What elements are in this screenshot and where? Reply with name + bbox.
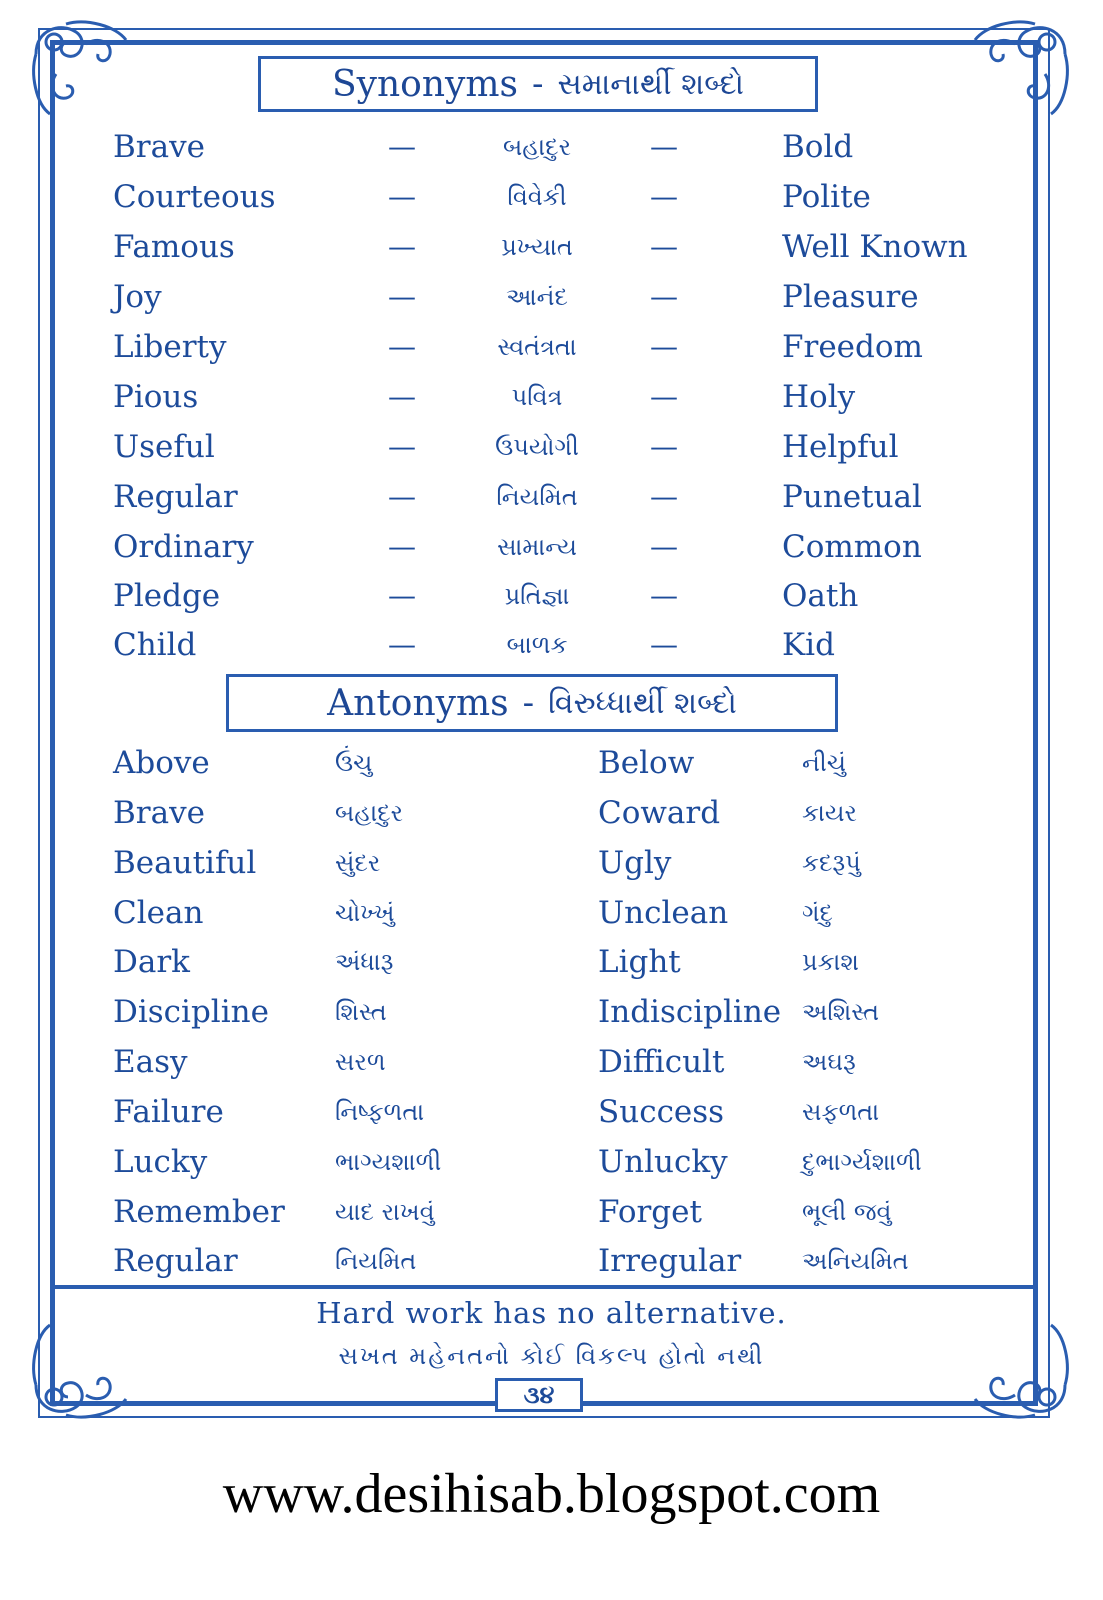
antonym-row (0, 987, 1103, 1037)
antonym-word-gujarati: અંધારૂ (335, 948, 394, 976)
antonym-opposite-gujarati: નીચું (802, 749, 846, 777)
synonym-row (0, 322, 1103, 372)
corner-ornament-icon (26, 14, 136, 124)
synonym-equivalent: Bold (782, 129, 854, 165)
motto-english: Hard work has no alternative. (316, 1296, 787, 1330)
antonym-opposite: Indiscipline (598, 994, 782, 1030)
synonym-gujarati: પવિત્ર (511, 383, 563, 411)
synonyms-title-separator: - (531, 64, 544, 104)
synonym-row (0, 522, 1103, 572)
synonym-word: Pledge (113, 578, 221, 614)
synonym-gujarati: ઉપયોગી (495, 433, 579, 461)
synonym-gujarati: પ્રતિજ્ઞા (504, 582, 570, 610)
dash: — (388, 330, 416, 363)
synonym-equivalent: Helpful (782, 429, 899, 465)
antonym-opposite: Light (598, 944, 681, 980)
antonym-word-gujarati: બહાદુર (335, 799, 404, 827)
dash: — (650, 530, 678, 563)
synonym-equivalent: Oath (782, 578, 859, 614)
antonym-opposite: Difficult (598, 1044, 725, 1080)
antonyms-title-en: Antonyms (327, 682, 509, 724)
synonym-gujarati: બહાદુર (502, 133, 572, 161)
dash: — (650, 579, 678, 612)
synonym-word: Useful (113, 429, 215, 465)
synonyms-title-en: Synonyms (331, 63, 518, 105)
antonym-opposite: Unlucky (598, 1144, 728, 1180)
antonym-opposite: Unclean (598, 895, 729, 931)
dash: — (388, 430, 416, 463)
antonym-row (0, 1087, 1103, 1137)
antonym-word: Brave (113, 795, 205, 831)
dash: — (650, 180, 678, 213)
motto-gujarati: સખત મહેનતનો કોઈ વિકલ્પ હોતો નથી (338, 1342, 765, 1370)
antonym-opposite: Forget (598, 1194, 702, 1230)
dash: — (388, 579, 416, 612)
antonym-row (0, 1037, 1103, 1087)
synonym-word: Famous (113, 229, 235, 265)
antonym-row (0, 738, 1103, 788)
antonym-word-gujarati: ચોખ્ખું (335, 899, 395, 927)
dash: — (650, 330, 678, 363)
synonyms-title-gu: સમાનાર્થી શબ્દો (557, 66, 745, 102)
antonym-opposite-gujarati: પ્રકાશ (802, 948, 859, 976)
synonym-row (0, 222, 1103, 272)
synonym-row (0, 172, 1103, 222)
antonym-opposite-gujarati: અશિસ્ત (802, 998, 880, 1026)
synonym-word: Joy (113, 279, 162, 315)
antonym-row (0, 888, 1103, 938)
synonym-row (0, 372, 1103, 422)
antonym-opposite-gujarati: ભૂલી જવું (802, 1198, 892, 1226)
antonym-word-gujarati: નિયમિત (335, 1247, 417, 1275)
synonym-gujarati: સ્વતંત્રતા (497, 333, 577, 361)
antonym-word-gujarati: ભાગ્યશાળી (335, 1148, 442, 1176)
synonym-gujarati: સામાન્ય (497, 533, 577, 561)
synonym-gujarati: બાળક (506, 631, 568, 659)
corner-ornament-icon (26, 1315, 136, 1425)
dash: — (388, 180, 416, 213)
synonym-equivalent: Freedom (782, 329, 923, 365)
synonym-gujarati: પ્રખ્યાત (501, 233, 573, 261)
antonym-row (0, 788, 1103, 838)
synonym-word: Ordinary (113, 529, 254, 565)
website-url: www.desihisab.blogspot.com (222, 1463, 881, 1525)
dash: — (388, 480, 416, 513)
antonyms-title-gu: વિરુધ્ધાર્થી શબ્દો (548, 685, 737, 721)
synonym-gujarati: વિવેકી (507, 183, 567, 211)
antonym-word: Dark (113, 944, 190, 980)
dash: — (650, 380, 678, 413)
synonym-word: Child (113, 627, 197, 663)
antonym-word-gujarati: સરળ (335, 1048, 386, 1076)
antonym-word: Discipline (113, 994, 269, 1030)
page-number: ૩૪ (495, 1378, 583, 1412)
antonym-word: Remember (113, 1194, 285, 1230)
antonym-opposite-gujarati: દુભાર્ગ્યશાળી (802, 1148, 922, 1176)
synonym-equivalent: Well Known (782, 229, 968, 265)
antonym-opposite-gujarati: કાયર (802, 799, 857, 827)
synonym-row (0, 422, 1103, 472)
antonym-row (0, 1187, 1103, 1237)
dash: — (650, 230, 678, 263)
antonym-row (0, 838, 1103, 888)
antonym-word-gujarati: સુંદર (335, 849, 381, 877)
dash: — (650, 130, 678, 163)
synonym-word: Courteous (113, 179, 276, 215)
dash: — (650, 628, 678, 661)
dash: — (388, 380, 416, 413)
antonym-opposite-gujarati: સફળતા (802, 1098, 880, 1126)
synonyms-heading (258, 56, 818, 112)
antonym-word: Regular (113, 1243, 238, 1279)
synonym-equivalent: Kid (782, 627, 835, 663)
synonym-equivalent: Holy (782, 379, 856, 415)
antonym-opposite: Success (598, 1094, 725, 1130)
antonym-row (0, 1137, 1103, 1187)
synonym-word: Pious (113, 379, 199, 415)
antonym-word: Beautiful (113, 845, 257, 881)
synonym-row (0, 272, 1103, 322)
antonym-word-gujarati: શિસ્ત (335, 998, 387, 1026)
antonym-word: Above (113, 745, 210, 781)
antonym-word: Lucky (113, 1144, 208, 1180)
antonym-row (0, 1236, 1103, 1286)
antonym-opposite-gujarati: ગંદુ (802, 899, 833, 927)
antonym-opposite: Ugly (598, 845, 672, 881)
antonym-word: Failure (113, 1094, 224, 1130)
antonym-word-gujarati: ઉંચુ (335, 749, 373, 777)
synonym-word: Liberty (113, 329, 227, 365)
dash: — (388, 280, 416, 313)
dash: — (650, 480, 678, 513)
corner-ornament-icon (965, 1315, 1075, 1425)
antonym-opposite-gujarati: કદરૂપું (802, 849, 861, 877)
antonyms-title-separator: - (522, 683, 535, 723)
antonym-word: Easy (113, 1044, 188, 1080)
antonym-word: Clean (113, 895, 204, 931)
synonym-gujarati: આનંદ (506, 283, 568, 311)
synonym-equivalent: Punetual (782, 479, 922, 515)
synonym-word: Regular (113, 479, 238, 515)
antonym-opposite: Irregular (598, 1243, 742, 1279)
dash: — (388, 530, 416, 563)
synonym-equivalent: Pleasure (782, 279, 919, 315)
corner-ornament-icon (965, 14, 1075, 124)
dash: — (388, 130, 416, 163)
antonym-opposite-gujarati: અનિયમિત (802, 1247, 909, 1275)
synonym-equivalent: Common (782, 529, 922, 565)
antonym-opposite-gujarati: અઘરૂ (802, 1048, 856, 1076)
antonym-opposite: Below (598, 745, 695, 781)
antonym-row (0, 937, 1103, 987)
synonym-word: Brave (113, 129, 205, 165)
synonym-row (0, 472, 1103, 522)
synonym-equivalent: Polite (782, 179, 871, 215)
synonym-row (0, 122, 1103, 172)
dash: — (388, 628, 416, 661)
synonym-gujarati: નિયમિત (496, 483, 578, 511)
dash: — (388, 230, 416, 263)
antonym-word-gujarati: યાદ રાખવું (335, 1198, 435, 1226)
dash: — (650, 280, 678, 313)
synonym-row (0, 571, 1103, 621)
antonym-word-gujarati: નિષ્ફળતા (335, 1098, 425, 1126)
antonym-opposite: Coward (598, 795, 721, 831)
dash: — (650, 430, 678, 463)
synonym-row (0, 620, 1103, 670)
antonyms-heading (226, 674, 838, 732)
